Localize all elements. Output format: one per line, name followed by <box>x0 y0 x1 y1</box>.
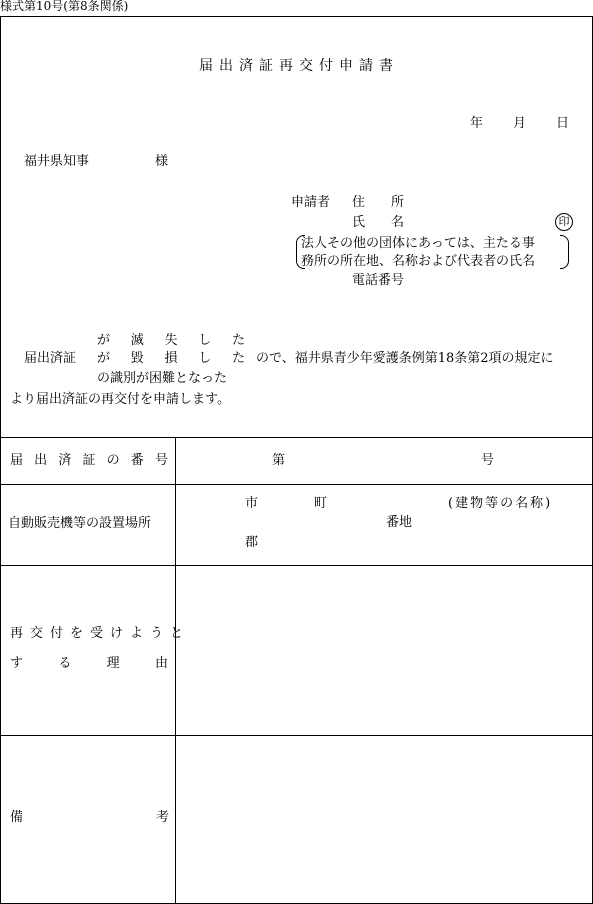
form-number-label: 様式第10号(第8条関係) <box>0 0 129 13</box>
frame-left-line <box>0 16 1 904</box>
row-number-go: 号 <box>481 453 495 468</box>
addressee-governor: 福井県知事 <box>24 154 90 169</box>
table-row2-bottom <box>0 565 593 566</box>
row-number-label: 届 出 済 証 の 番 号 <box>10 453 168 468</box>
applicant-name-label: 氏 名 <box>352 215 405 230</box>
row-number-dai: 第 <box>272 453 286 468</box>
date-day: 日 <box>556 116 570 131</box>
body-subject: 届出済証 <box>24 351 77 366</box>
location-building: (建物等の名称) <box>448 496 553 511</box>
row-remarks-label-end: 考 <box>156 810 170 825</box>
document-title: 届出済証再交付申請書 <box>199 58 399 74</box>
location-machi: 町 <box>314 496 328 511</box>
location-shi: 市 <box>245 496 259 511</box>
option-damaged: が 毀 損 し た <box>97 351 245 366</box>
applicant-note-line2: 務所の所在地、名称および代表者の氏名 <box>301 254 536 269</box>
applicant-address-label: 住 所 <box>352 195 405 210</box>
applicant-phone-label: 電話番号 <box>352 273 405 288</box>
frame-top-line <box>0 16 593 17</box>
applicant-note-line1: 法人その他の団体にあっては、主たる事 <box>301 236 535 251</box>
addressee-sama: 様 <box>155 154 169 169</box>
option-unidentifiable: の識別が困難となった <box>97 371 228 386</box>
table-column-divider <box>175 437 176 904</box>
table-row1-bottom <box>0 484 593 485</box>
location-banchi: 番地 <box>386 515 413 530</box>
row-location-label: 自動販売機等の設置場所 <box>8 516 152 531</box>
location-gun: 郡 <box>245 535 259 550</box>
body-continuation: ので、福井県青少年愛護条例第18条第2項の規定に <box>256 351 554 366</box>
row-reason-label-line2: す る 理 由 <box>10 656 168 671</box>
date-year: 年 <box>470 116 484 131</box>
body-last-line: より届出済証の再交付を申請します。 <box>10 392 230 407</box>
applicant-label: 申請者 <box>291 195 331 210</box>
note-right-paren <box>560 235 569 269</box>
row-reason-label-line1: 再交付を受けようと <box>10 626 191 641</box>
seal-mark: 印 <box>555 213 573 231</box>
date-month: 月 <box>513 116 527 131</box>
table-top-line <box>0 437 593 438</box>
row-remarks-label-start: 備 <box>10 810 24 825</box>
option-lost: が 滅 失 し た <box>97 333 245 348</box>
table-row3-bottom <box>0 735 593 736</box>
